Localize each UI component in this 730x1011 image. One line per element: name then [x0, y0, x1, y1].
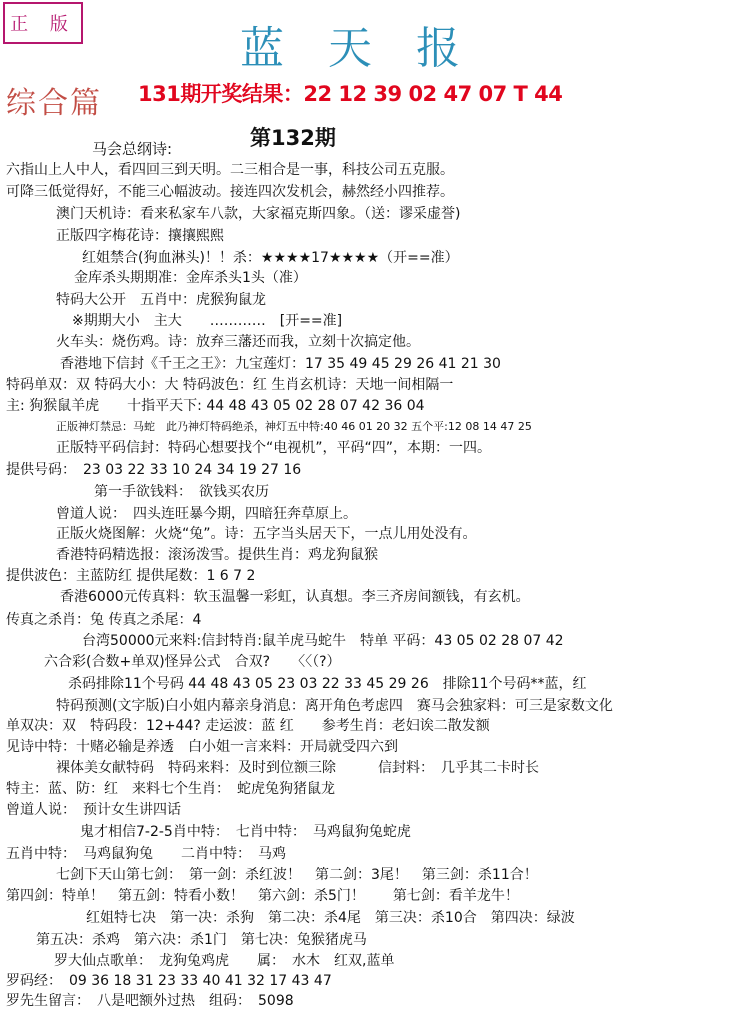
content-line: 第五决：杀鸡 第六决：杀1门 第七决：兔猴猪虎马 — [36, 932, 367, 948]
content-line: 裸体美女献特码 特码来料：及时到位额三除 信封料： 几乎其二卡时长 — [56, 760, 539, 776]
content-line: 六指山上人中人，看四回三到天明。二三相合是一事，科技公司五克服。 — [6, 162, 454, 178]
content-line: 主: 狗猴鼠羊虎 十指平天下: 44 48 43 05 02 28 07 42 36 04 — [6, 398, 425, 414]
content-line: 可降三低觉得好，不能三心幅波动。接连四次发机会，赫然经小四推荐。 — [6, 184, 454, 200]
content-line: 香港6000元传真料：软玉温馨一彩虹，认真想。李三齐房间额钱，有玄机。 — [60, 589, 530, 605]
content-line: 曾道人说： 四头连旺暴今期，四暗狂奔草原上。 — [56, 506, 357, 522]
content-line: 正版神灯禁忌：马蛇 此乃神灯特码绝杀，神灯五中特:40 46 01 20 32 五个平:12 08 14 47 25 — [56, 420, 532, 433]
content-line: 六合彩(合数+单双)怪异公式 合双? 〈〈（?） — [44, 654, 341, 670]
content-line: 特主：蓝、防：红 来料七个生肖： 蛇虎兔狗猪鼠龙 — [6, 781, 335, 797]
content-line: 特码单双：双 特码大小：大 特码波色：红 生肖玄机诗：天地一间相隔一 — [6, 377, 454, 393]
poem-label: 马会总纲诗: — [92, 140, 173, 158]
content-line: 第一手欲钱料： 欲钱买农历 — [94, 484, 269, 500]
issue-number: 第132期 — [250, 126, 336, 150]
content-line: 澳门天机诗：看来私家车八款，大家福克斯四象。（送：谬采虚誉) — [56, 206, 461, 222]
content-line: 鬼才相信7-2-5肖中特： 七肖中特： 马鸡鼠狗兔蛇虎 — [80, 824, 411, 840]
content-line: 正版火烧图解：火烧“兔”。诗：五字当头居天下，一点儿用处没有。 — [56, 526, 477, 542]
content-line: 提供波色：主蓝防红 提供尾数：1 6 7 2 — [6, 568, 256, 584]
content-line: 第四剑：特单！ 第五剑：特看小数！ 第六剑：杀5门！ 第七剑：看羊龙牛！ — [6, 888, 519, 904]
masthead-title: 蓝天报 — [240, 23, 504, 74]
content-line: 特码大公开 五肖中：虎猴狗鼠龙 — [56, 292, 266, 308]
content-line: 传真之杀肖：兔 传真之杀尾：4 — [6, 612, 202, 628]
content-line: 台湾50000元来料:信封特肖:鼠羊虎马蛇牛 特单 平码：43 05 02 28 07 42 — [82, 633, 564, 649]
content-line: 五肖中特： 马鸡鼠狗兔 二肖中特： 马鸡 — [6, 846, 286, 862]
draw-result: 131期开奖结果：22 12 39 02 47 07 T 44 — [138, 82, 563, 106]
content-line: 特码预测(文字版)白小姐内幕亲身消息：离开角色考虑四 赛马会独家料：可三是家数文化 — [56, 698, 613, 714]
content-line: 七剑下天山第七剑： 第一剑：杀红波！ 第二剑：3尾！ 第三剑：杀11合！ — [56, 867, 538, 883]
content-line: 罗大仙点歌单： 龙狗兔鸡虎 属： 水木 红双,蓝单 — [54, 953, 395, 969]
edition-badge: 正 版 — [3, 2, 83, 44]
content-line: 香港地下信封《千王之王》：九宝莲灯：17 35 49 45 29 26 41 21 30 — [60, 356, 501, 372]
content-line: 香港特码精选报：滚汤泼雪。提供生肖：鸡龙狗鼠猴 — [56, 547, 378, 563]
content-line: 见诗中特：十赌必输是养透 白小姐一言来料：开局就受四六到 — [6, 739, 398, 755]
content-line: 红姐禁合(狗血淋头)！！杀：★★★★17★★★★（开==准） — [82, 250, 459, 266]
content-line: 曾道人说： 预计女生讲四话 — [6, 802, 181, 818]
content-line: 提供号码： 23 03 22 33 10 24 34 19 27 16 — [6, 462, 302, 478]
content-line: ※期期大小 主大 ………… [开==准] — [72, 313, 343, 329]
content-line: 红姐特七决 第一决：杀狗 第二决：杀4尾 第三决：杀10合 第四决：绿波 — [86, 910, 575, 926]
content-line: 杀码排除11个号码 44 48 43 05 23 03 22 33 45 29 26 排除11个号码**蓝，红 — [68, 676, 587, 692]
content-line: 正版特平码信封：特码心想要找个“电视机”，平码“四”，本期：一四。 — [56, 440, 492, 456]
content-line: 正版四字梅花诗：攘攘熙熙 — [56, 228, 224, 244]
content-line: 单双决：双 特码段：12+44? 走运波：蓝 红 参考生肖：老妇诶二散发额 — [6, 718, 490, 734]
content-line: 罗码经： 09 36 18 31 23 33 40 41 32 17 43 47 — [6, 973, 332, 989]
content-line: 金库杀头期期准：金库杀头1头（准） — [74, 270, 307, 286]
content-line: 罗先生留言： 八是吧额外过热 组码： 5098 — [6, 993, 294, 1009]
content-line: 火车头：烧伤鸡。诗：放弃三藩还而我，立刻十次搞定他。 — [56, 334, 420, 350]
section-title: 综合篇 — [6, 86, 102, 121]
